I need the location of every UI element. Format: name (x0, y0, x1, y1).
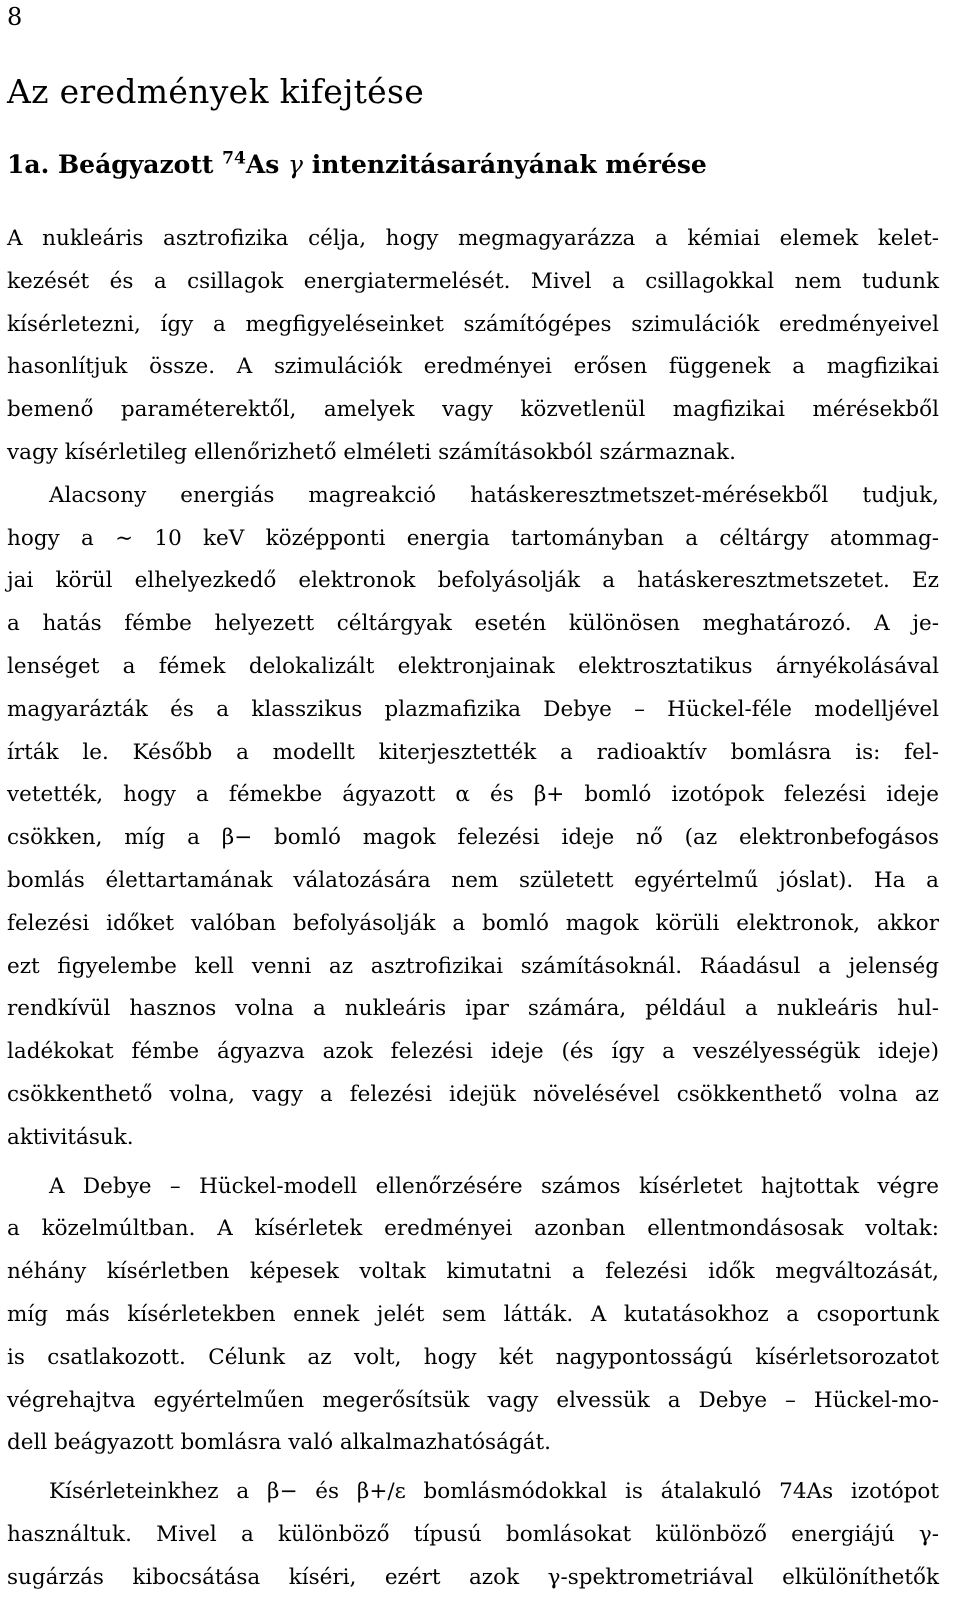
chapter-title: Az eredmények kifejtése (7, 72, 425, 111)
text-line: kísérletezni, így a megfigyeléseinket számítógépes szimulációk eredményeivel (7, 311, 939, 337)
text-line: írták le. Később a modellt kiterjesztették a radioaktív bomlásra is: fel- (7, 739, 939, 765)
text-line: bomlás élettartamának válatozására nem született egyértelmű jóslat). Ha a (7, 867, 939, 893)
page-number: 8 (7, 3, 23, 31)
text-line: aktivitásuk. (7, 1124, 134, 1150)
text-line: lenséget a fémek delokalizált elektronjainak elektrosztatikus árnyékolásával (7, 653, 939, 679)
text-line: míg más kísérletekben ennek jelét sem látták. A kutatásokhoz a csoportunk (7, 1301, 939, 1327)
text-line: rendkívül hasznos volna a nukleáris ipar számára, például a nukleáris hul- (7, 996, 939, 1022)
text-line: felezési időket valóban befolyásolják a bomló magok körüli elektronok, akkor (7, 910, 939, 936)
paragraph-1 (7, 218, 939, 475)
text-line: dell beágyazott bomlásra való alkalmazhatóságát. (7, 1430, 551, 1456)
text-line: Alacsony energiás magreakció hatáskeresztmetszet-mérésekből tudjuk, (49, 482, 939, 508)
section-number: 1a. (7, 150, 50, 179)
section-title-post: intenzitásarányának mérése (311, 150, 707, 179)
text-line: vetették, hogy a fémekbe ágyazott α és β+ bomló izotópok felezési ideje (7, 782, 939, 808)
text-line: használtuk. Mivel a különböző típusú bomlásokat különböző energiájú γ- (7, 1521, 939, 1547)
mass-number-superscript: 74 (222, 148, 246, 169)
section-title-pre: Beágyazott (58, 150, 214, 179)
text-line: magyarázták és a klasszikus plazmafizika Debye – Hückel-féle modelljével (7, 696, 939, 722)
text-line: a hatás fémbe helyezett céltárgyak esetén különösen meghatározó. A je- (7, 611, 939, 637)
element-symbol: As (245, 150, 280, 179)
paragraph-4 (7, 1471, 939, 1599)
paragraph-2 (7, 475, 939, 1160)
text-line: is csatlakozott. Célunk az volt, hogy két nagypontosságú kísérletsorozatot (7, 1344, 939, 1370)
text-line: néhány kísérletben képesek voltak kimutatni a felezési idők megváltozását, (7, 1259, 939, 1285)
text-line: ladékokat fémbe ágyazva azok felezési ideje (és így a veszélyességük ideje) (7, 1039, 939, 1065)
text-line: kezését és a csillagok energiatermelését. Mivel a csillagokkal nem tudunk (7, 268, 939, 294)
text-line: csökken, míg a β− bomló magok felezési ideje nő (az elektronbefogásos (7, 825, 939, 851)
text-line: bemenő paraméterektől, amelyek vagy közvetlenül magfizikai mérésekből (7, 397, 939, 423)
text-line: jai körül elhelyezkedő elektronok befolyásolják a hatáskeresztmetszetet. Ez (7, 568, 939, 594)
paragraph-3 (7, 1166, 939, 1466)
text-line: A nukleáris asztrofizika célja, hogy megmagyarázza a kémiai elemek kelet- (7, 226, 939, 251)
text-line: csökkenthető volna, vagy a felezési idejük növelésével csökkenthető volna az (7, 1081, 939, 1107)
text-line: sugárzás kibocsátása kíséri, ezért azok γ-spektrometriával elkülöníthetők (7, 1564, 939, 1590)
gamma-symbol: γ (288, 150, 303, 179)
text-line: vagy kísérletileg ellenőrizhető elméleti számításokból származnak. (7, 439, 736, 465)
text-line: hogy a ∼ 10 keV középponti energia tartományban a céltárgy atommag- (7, 525, 939, 551)
text-line: hasonlítjuk össze. A szimulációk eredményei erősen függenek a magfizikai (7, 354, 939, 380)
text-line: Kísérleteinkhez a β− és β+/ε bomlásmódokkal is átalakuló 74As izotópot (49, 1479, 939, 1505)
text-line: A Debye – Hückel-modell ellenőrzésére számos kísérletet hajtottak végre (49, 1173, 939, 1199)
text-line: végrehajtva egyértelműen megerősítsük vagy elvessük a Debye – Hückel-mo- (7, 1387, 939, 1413)
text-line: ezt figyelembe kell venni az asztrofizikai számításoknál. Ráadásul a jelenség (7, 953, 939, 979)
text-line: a közelmúltban. A kísérletek eredményei azonban ellentmondásosak voltak: (7, 1216, 939, 1242)
body-text (7, 218, 939, 1600)
section-title (7, 148, 707, 182)
